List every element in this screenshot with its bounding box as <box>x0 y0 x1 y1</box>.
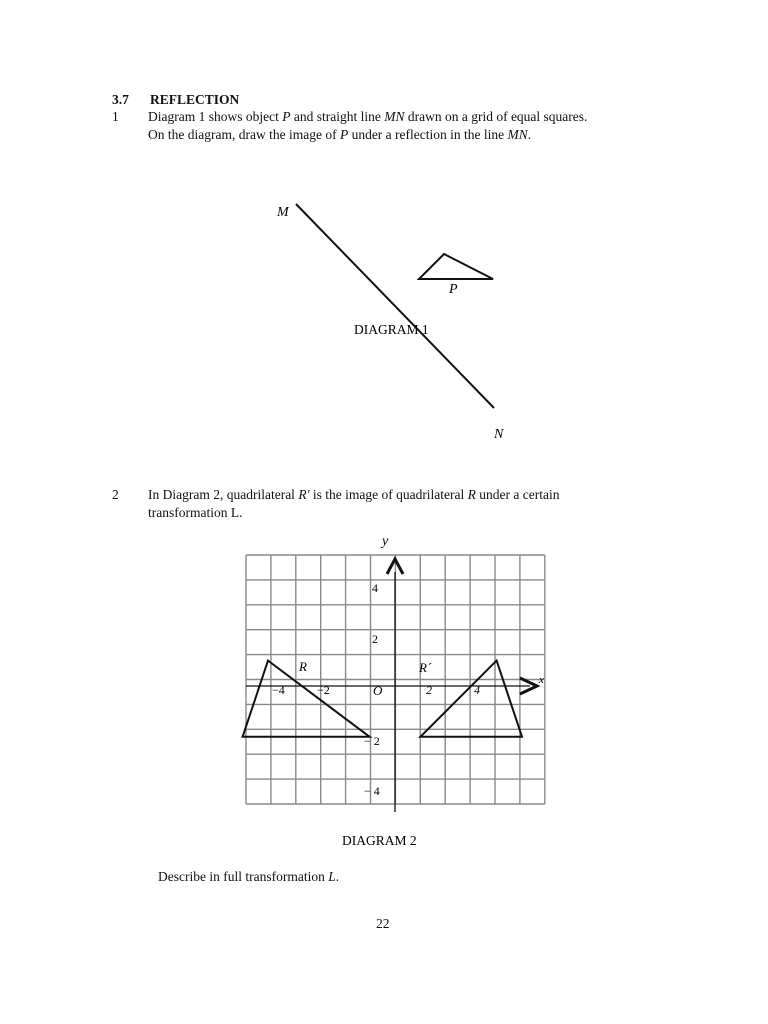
q2-number: 2 <box>112 487 119 502</box>
label-p: P <box>449 282 458 297</box>
q2-text-1b: is the image of quadrilateral <box>309 487 468 502</box>
tick-y-4: 4 <box>372 581 378 595</box>
describe-text-l: L <box>328 869 336 884</box>
q1-text-1b: and straight line <box>290 109 385 124</box>
q1-text-2a: On the diagram, draw the image of <box>148 127 340 142</box>
q1-text-2b: under a reflection in the line <box>348 127 508 142</box>
label-r: R <box>299 659 307 674</box>
q1-text-2mn: MN <box>507 127 528 142</box>
describe-line <box>158 868 339 886</box>
q2-text-1c: under a certain <box>475 487 560 502</box>
tick-x-4: 4 <box>474 683 480 697</box>
axis-label-y: y <box>382 534 389 549</box>
q2-text-1a: In Diagram 2, quadrilateral <box>148 487 299 502</box>
q1-text-2p: P <box>339 127 349 142</box>
tick-x-neg2: −2 <box>317 683 330 697</box>
section-title: REFLECTION <box>150 92 240 107</box>
axis-label-x: x <box>539 674 544 686</box>
q1-text-1p: P <box>282 109 291 124</box>
page-number: 22 <box>376 916 390 931</box>
q2-text-1r: R <box>467 487 476 502</box>
diagram-1-caption: DIAGRAM 1 <box>354 322 429 337</box>
tick-y-2: 2 <box>372 632 378 646</box>
label-n: N <box>494 427 504 442</box>
tick-x-neg4: −4 <box>272 683 285 697</box>
diagram-2-caption: DIAGRAM 2 <box>342 833 417 848</box>
q2-text-line2: transformation L. <box>148 505 243 520</box>
axes <box>246 559 537 812</box>
tick-y-neg2: − 2 <box>364 734 380 748</box>
q1-text-2c: . <box>527 127 532 142</box>
q1-text-1mn: MN <box>384 109 405 124</box>
describe-text-a: Describe in full transformation <box>158 869 329 884</box>
q2-text-1r1: R' <box>298 487 310 502</box>
q1-text-1a: Diagram 1 shows object <box>148 109 283 124</box>
section-number: 3.7 <box>112 92 129 107</box>
tick-x-2: 2 <box>426 683 432 697</box>
label-r-prime: R´ <box>419 660 432 675</box>
q1-text-1c: drawn on a grid of equal squares. <box>404 109 588 124</box>
label-m: M <box>277 205 289 220</box>
tick-y-neg4: − 4 <box>364 784 380 798</box>
describe-text-b: . <box>335 869 340 884</box>
q1-number: 1 <box>112 109 119 124</box>
shape-r-prime <box>420 661 522 737</box>
origin-label: O <box>373 683 383 698</box>
